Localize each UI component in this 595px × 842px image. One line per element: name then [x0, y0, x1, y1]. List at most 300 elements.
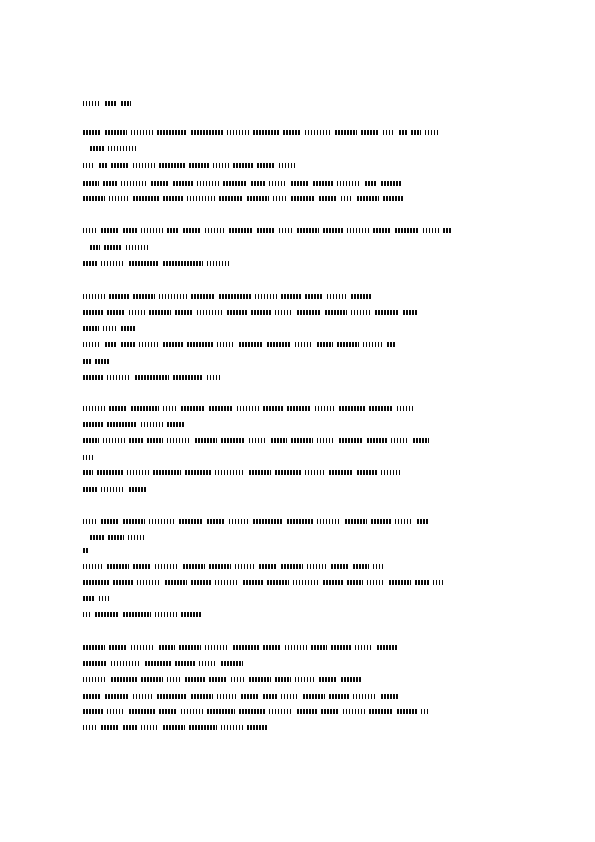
word-mark: [357, 196, 379, 201]
word-mark: [371, 519, 391, 524]
word-mark: [331, 564, 349, 569]
word-mark: [397, 709, 417, 714]
document-heading: [0, 0, 1, 1]
word-mark: [335, 130, 357, 135]
word-mark: [209, 564, 231, 569]
word-mark: [297, 310, 321, 315]
word-mark: [283, 130, 301, 135]
word-mark: [305, 294, 323, 299]
word-mark: [369, 709, 393, 714]
word-mark: [279, 228, 293, 233]
word-mark: [281, 564, 303, 569]
text-line: [83, 196, 407, 201]
text-line: [83, 359, 113, 364]
word-mark: [341, 677, 361, 682]
word-mark: [291, 438, 313, 443]
word-mark: [221, 661, 243, 666]
word-mark: [293, 580, 319, 585]
word-mark: [105, 130, 127, 135]
word-mark: [83, 564, 103, 569]
word-mark: [129, 438, 143, 443]
word-mark: [97, 470, 123, 475]
word-mark: [83, 548, 89, 553]
word-mark: [207, 519, 225, 524]
word-mark: [381, 181, 401, 186]
word-mark: [107, 375, 131, 380]
word-mark: [157, 130, 187, 135]
word-mark: [353, 564, 369, 569]
word-mark: [113, 580, 133, 585]
word-mark: [195, 438, 217, 443]
word-mark: [141, 725, 159, 730]
word-mark: [133, 196, 159, 201]
word-mark: [357, 470, 377, 475]
word-mark: [329, 470, 353, 475]
word-mark: [189, 163, 209, 168]
word-mark: [263, 645, 281, 650]
word-mark: [287, 519, 313, 524]
word-mark: [159, 294, 187, 299]
text-line: [83, 677, 365, 682]
word-mark: [107, 422, 137, 427]
word-mark: [269, 709, 293, 714]
text-line: [83, 645, 401, 650]
word-mark: [83, 130, 101, 135]
word-mark: [443, 228, 451, 233]
word-mark: [313, 181, 333, 186]
word-mark: [347, 580, 363, 585]
text-line: [83, 326, 139, 331]
word-mark: [83, 645, 105, 650]
word-mark: [247, 196, 269, 201]
word-mark: [139, 342, 159, 347]
word-mark: [329, 694, 349, 699]
word-mark: [173, 181, 193, 186]
text-line: [90, 146, 140, 151]
word-mark: [185, 677, 205, 682]
word-mark: [133, 294, 155, 299]
word-mark: [189, 725, 217, 730]
word-mark: [237, 406, 259, 411]
word-mark: [137, 580, 161, 585]
word-mark: [205, 645, 229, 650]
word-mark: [239, 709, 265, 714]
word-mark: [191, 580, 211, 585]
word-mark: [381, 470, 401, 475]
word-mark: [251, 310, 271, 315]
word-mark: [135, 375, 169, 380]
word-mark: [273, 196, 287, 201]
word-mark: [107, 709, 125, 714]
word-mark: [267, 342, 291, 347]
word-mark: [123, 519, 145, 524]
word-mark: [347, 228, 369, 233]
word-mark: [295, 677, 315, 682]
word-mark: [163, 725, 185, 730]
text-line: [90, 535, 150, 540]
word-mark: [121, 101, 131, 106]
word-mark: [321, 709, 339, 714]
word-mark: [285, 645, 307, 650]
word-mark: [253, 519, 283, 524]
word-mark: [191, 130, 223, 135]
word-mark: [317, 519, 341, 524]
word-mark: [361, 130, 379, 135]
word-mark: [315, 406, 335, 411]
word-mark: [121, 342, 135, 347]
word-mark: [108, 535, 124, 540]
word-mark: [181, 709, 203, 714]
word-mark: [423, 228, 439, 233]
word-mark: [127, 470, 149, 475]
word-mark: [83, 163, 95, 168]
word-mark: [337, 181, 361, 186]
word-mark: [229, 228, 253, 233]
text-line: [83, 101, 135, 106]
word-mark: [83, 101, 101, 106]
word-mark: [197, 181, 219, 186]
word-mark: [153, 470, 181, 475]
word-mark: [83, 677, 107, 682]
word-mark: [163, 261, 203, 266]
word-mark: [319, 196, 337, 201]
word-mark: [197, 310, 223, 315]
word-mark: [121, 181, 147, 186]
word-mark: [109, 645, 127, 650]
word-mark: [157, 694, 187, 699]
word-mark: [191, 294, 215, 299]
word-mark: [209, 677, 227, 682]
word-mark: [141, 228, 163, 233]
text-line: [83, 406, 419, 411]
text-line: [83, 709, 433, 714]
word-mark: [145, 661, 171, 666]
text-line: [83, 310, 421, 315]
word-mark: [83, 359, 91, 364]
word-mark: [104, 245, 122, 250]
word-mark: [83, 725, 97, 730]
word-mark: [319, 677, 337, 682]
word-mark: [353, 694, 377, 699]
word-mark: [247, 725, 267, 730]
text-line: [83, 470, 405, 475]
word-mark: [367, 580, 385, 585]
word-mark: [377, 645, 397, 650]
word-mark: [129, 261, 159, 266]
text-line: [83, 422, 189, 427]
text-line: [83, 661, 247, 666]
word-mark: [395, 228, 419, 233]
word-mark: [141, 422, 163, 427]
word-mark: [343, 709, 365, 714]
word-mark: [311, 645, 327, 650]
word-mark: [303, 694, 325, 699]
word-mark: [141, 677, 163, 682]
word-mark: [83, 228, 97, 233]
word-mark: [323, 228, 343, 233]
word-mark: [317, 438, 335, 443]
word-mark: [327, 294, 347, 299]
word-mark: [95, 612, 119, 617]
word-mark: [355, 645, 373, 650]
word-mark: [223, 181, 247, 186]
word-mark: [155, 612, 177, 617]
word-mark: [275, 470, 301, 475]
word-mark: [275, 677, 291, 682]
word-mark: [187, 342, 213, 347]
word-mark: [287, 406, 311, 411]
text-line: [83, 181, 405, 186]
text-line: [83, 455, 99, 460]
word-mark: [363, 342, 383, 347]
word-mark: [90, 146, 104, 151]
word-mark: [107, 310, 125, 315]
word-mark: [421, 709, 429, 714]
word-mark: [351, 294, 371, 299]
word-mark: [249, 677, 271, 682]
word-mark: [413, 438, 429, 443]
word-mark: [267, 580, 289, 585]
word-mark: [281, 694, 299, 699]
word-mark: [257, 163, 275, 168]
word-mark: [149, 310, 171, 315]
text-line: [90, 245, 154, 250]
word-mark: [345, 519, 367, 524]
text-line: [83, 294, 375, 299]
word-mark: [101, 487, 125, 492]
word-mark: [111, 661, 141, 666]
word-mark: [317, 342, 333, 347]
word-mark: [123, 725, 137, 730]
word-mark: [101, 261, 125, 266]
word-mark: [369, 406, 393, 411]
word-mark: [83, 342, 101, 347]
word-mark: [181, 612, 201, 617]
word-mark: [101, 519, 119, 524]
word-mark: [205, 228, 225, 233]
word-mark: [367, 438, 387, 443]
text-line: [83, 375, 225, 380]
word-mark: [83, 326, 99, 331]
word-mark: [83, 438, 99, 443]
word-mark: [395, 519, 413, 524]
word-mark: [111, 677, 137, 682]
word-mark: [163, 196, 183, 201]
word-mark: [163, 406, 177, 411]
word-mark: [83, 196, 105, 201]
word-mark: [103, 326, 117, 331]
word-mark: [149, 519, 175, 524]
word-mark: [229, 519, 249, 524]
word-mark: [339, 438, 363, 443]
word-mark: [83, 375, 103, 380]
word-mark: [155, 564, 179, 569]
word-mark: [183, 228, 201, 233]
text-line: [83, 519, 433, 524]
word-mark: [239, 342, 263, 347]
word-mark: [133, 694, 153, 699]
word-mark: [159, 709, 177, 714]
text-line: [83, 261, 235, 266]
word-mark: [425, 130, 439, 135]
word-mark: [105, 342, 117, 347]
word-mark: [253, 130, 279, 135]
word-mark: [207, 375, 221, 380]
word-mark: [433, 580, 445, 585]
word-mark: [297, 709, 317, 714]
word-mark: [331, 645, 351, 650]
word-mark: [101, 725, 119, 730]
text-line: [83, 548, 93, 553]
word-mark: [275, 310, 293, 315]
word-mark: [221, 438, 245, 443]
word-mark: [233, 645, 259, 650]
word-mark: [133, 163, 155, 168]
word-mark: [399, 130, 407, 135]
word-mark: [129, 709, 155, 714]
word-mark: [251, 181, 265, 186]
word-mark: [259, 564, 277, 569]
word-mark: [83, 470, 93, 475]
word-mark: [305, 470, 325, 475]
word-mark: [389, 580, 411, 585]
word-mark: [269, 181, 287, 186]
word-mark: [123, 228, 137, 233]
word-mark: [263, 406, 283, 411]
word-mark: [163, 342, 183, 347]
word-mark: [83, 261, 97, 266]
word-mark: [373, 564, 385, 569]
word-mark: [173, 375, 203, 380]
word-mark: [341, 196, 353, 201]
word-mark: [159, 645, 175, 650]
word-mark: [185, 470, 211, 475]
word-mark: [351, 310, 371, 315]
word-mark: [403, 310, 417, 315]
word-mark: [233, 163, 253, 168]
word-mark: [83, 406, 105, 411]
word-mark: [83, 294, 105, 299]
word-mark: [83, 661, 107, 666]
text-line: [83, 163, 299, 168]
word-mark: [213, 163, 229, 168]
word-mark: [187, 196, 215, 201]
word-mark: [191, 694, 213, 699]
word-mark: [95, 359, 109, 364]
text-line: [83, 725, 271, 730]
word-mark: [271, 438, 287, 443]
word-mark: [227, 310, 247, 315]
word-mark: [83, 181, 99, 186]
word-mark: [99, 596, 109, 601]
word-mark: [305, 130, 331, 135]
word-mark: [307, 564, 327, 569]
word-mark: [199, 661, 217, 666]
word-mark: [381, 694, 399, 699]
word-mark: [217, 694, 237, 699]
word-mark: [129, 310, 145, 315]
text-line: [83, 580, 449, 585]
word-mark: [297, 228, 319, 233]
word-mark: [241, 694, 259, 699]
word-mark: [207, 261, 231, 266]
word-mark: [83, 310, 103, 315]
word-mark: [415, 580, 429, 585]
word-mark: [411, 130, 421, 135]
word-mark: [131, 406, 159, 411]
word-mark: [103, 438, 125, 443]
word-mark: [83, 422, 103, 427]
text-line: [83, 487, 151, 492]
word-mark: [159, 163, 185, 168]
word-mark: [83, 709, 103, 714]
word-mark: [108, 146, 136, 151]
word-mark: [219, 196, 243, 201]
word-mark: [109, 196, 129, 201]
text-line: [83, 564, 389, 569]
text-line: [83, 130, 443, 135]
word-mark: [325, 310, 347, 315]
word-mark: [249, 438, 267, 443]
word-mark: [291, 181, 309, 186]
word-mark: [151, 181, 169, 186]
word-mark: [179, 645, 201, 650]
word-mark: [219, 294, 251, 299]
word-mark: [387, 342, 395, 347]
word-mark: [90, 245, 100, 250]
word-mark: [231, 677, 245, 682]
word-mark: [391, 438, 409, 443]
word-mark: [243, 580, 263, 585]
word-mark: [215, 580, 239, 585]
text-line: [83, 228, 455, 233]
word-mark: [279, 163, 295, 168]
word-mark: [227, 130, 249, 135]
text-line: [83, 612, 205, 617]
word-mark: [83, 455, 95, 460]
word-mark: [167, 228, 179, 233]
word-mark: [373, 228, 391, 233]
word-mark: [323, 580, 343, 585]
word-mark: [83, 487, 97, 492]
word-mark: [417, 519, 429, 524]
word-mark: [383, 130, 395, 135]
word-mark: [281, 294, 301, 299]
word-mark: [207, 709, 235, 714]
word-mark: [111, 163, 129, 168]
word-mark: [121, 326, 135, 331]
word-mark: [131, 645, 155, 650]
word-mark: [257, 228, 275, 233]
word-mark: [339, 406, 365, 411]
word-mark: [83, 612, 91, 617]
word-mark: [215, 470, 245, 475]
word-mark: [295, 342, 313, 347]
word-mark: [181, 406, 205, 411]
word-mark: [83, 694, 101, 699]
word-mark: [175, 310, 193, 315]
word-mark: [105, 101, 117, 106]
word-mark: [167, 438, 191, 443]
word-mark: [147, 438, 163, 443]
word-mark: [83, 596, 95, 601]
word-mark: [183, 564, 205, 569]
word-mark: [123, 612, 151, 617]
word-mark: [99, 163, 107, 168]
word-mark: [263, 694, 277, 699]
word-mark: [249, 470, 271, 475]
text-line: [83, 694, 403, 699]
